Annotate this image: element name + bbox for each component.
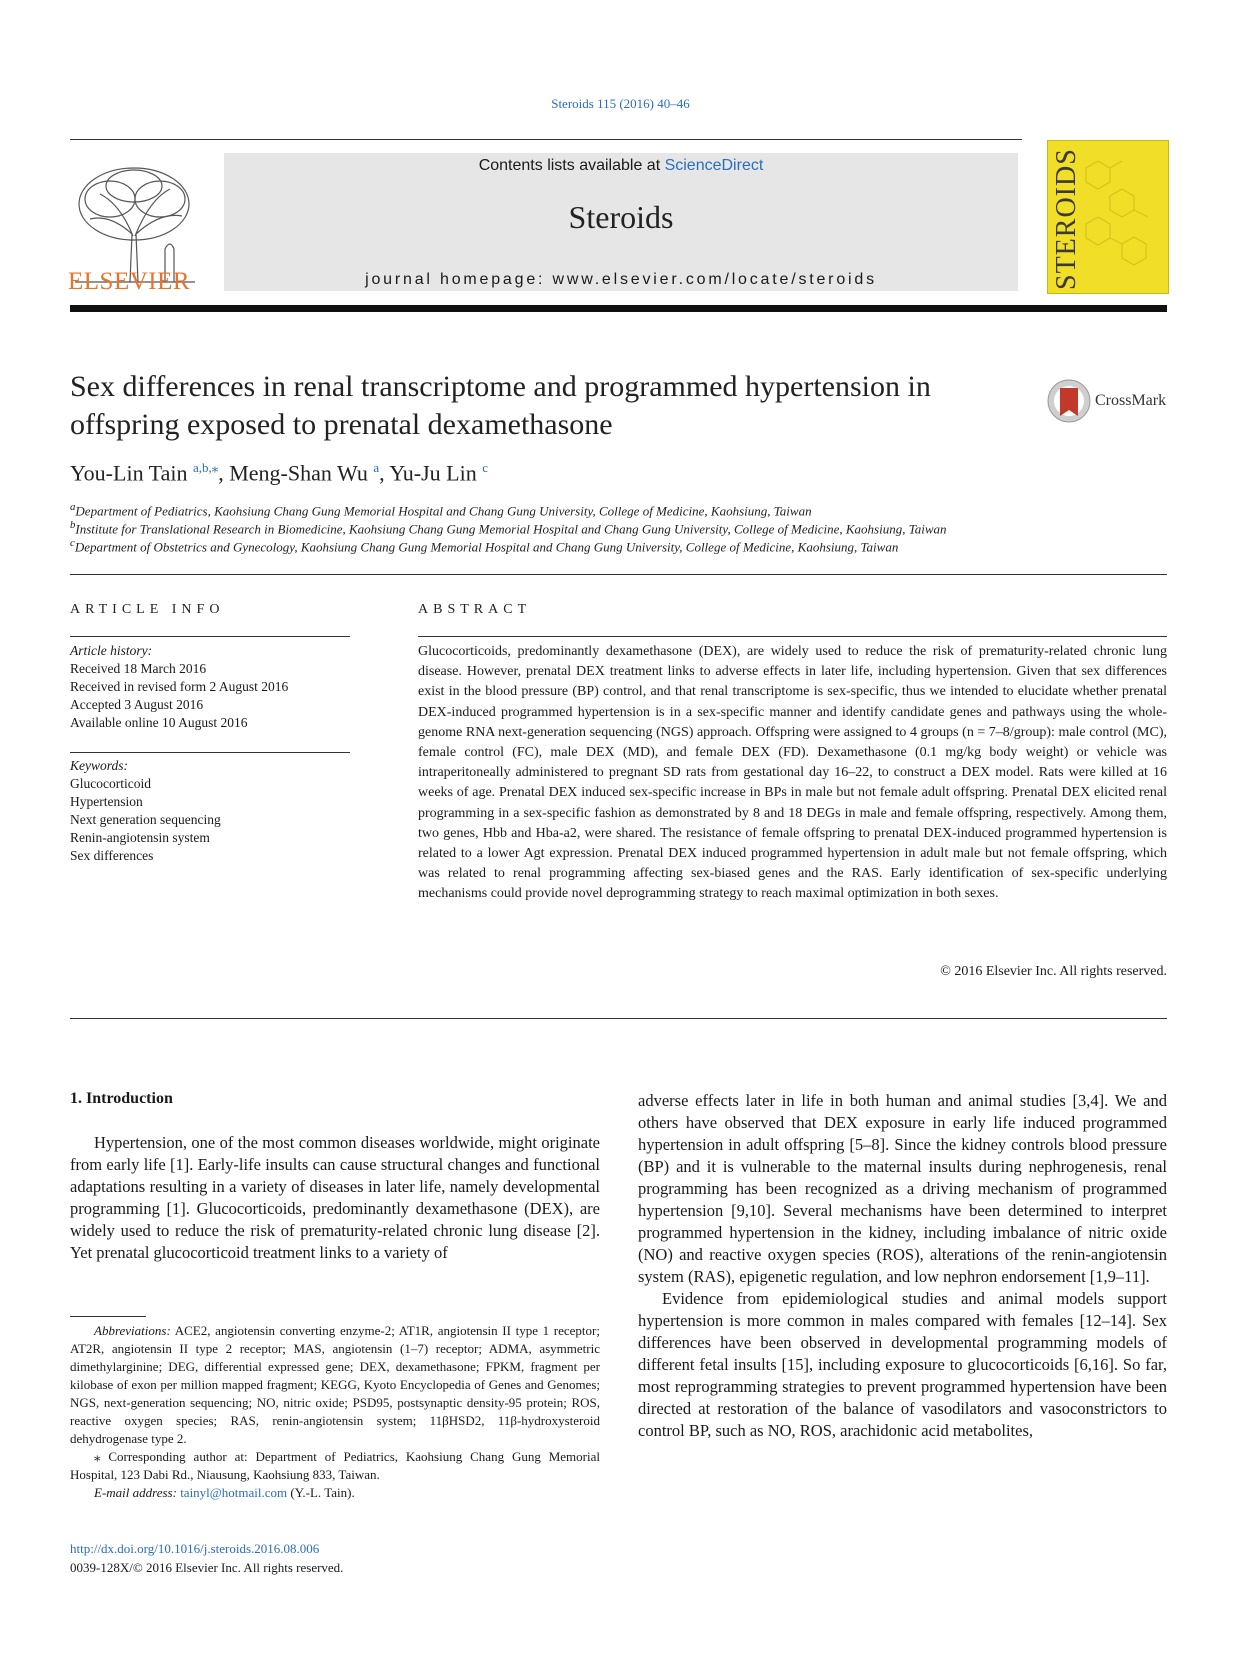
author-name: Meng-Shan Wu	[229, 460, 368, 486]
journal-banner	[224, 153, 1018, 291]
footnotes	[70, 1322, 600, 1502]
abstract-text: Glucocorticoids, predominantly dexamethasone (DEX), are widely used to reduce the risk of prematurity-related chronic lung disease. However, prenatal DEX treatment links to adverse effects in later life, including hypertension. Given that sex differences exist in the blood pressure (BP) control, and that renal transcriptome is sex-specific, thus we intended to elucidate whether prenatal DEX-induced programmed hypertension is in a sex-specific manner and identify candidate genes and pathways using the whole-genome RNA next-generation sequencing (NGS) approach. Offspring were assigned to 4 groups (n = 7–8/group): male control (MC), female control (FC), male DEX (MD), and female DEX (FD). Dexamethasone (0.1 mg/kg body weight) or vehicle was intraperitoneally administered to pregnant SD rats from gestational day 16–22, to construct a DEX model. Rats were killed at 16 weeks of age. Prenatal DEX induced sex-specific increase in BPs in male but not female adult offspring. Prenatal DEX elicited renal programming in a sex-specific fashion as demonstrated by 8 and 18 DEGs in male and female offspring, respectively. Among them, two genes, Hbb and Hba-a2, were shared. The resistance of female offspring to prenatal DEX-induced programmed hypertension is related to a lower Agt expression. Prenatal DEX induced programmed hypertension in adult male but not female offspring, which was related to renal programming affecting sex-biased genes and the RAS. Early identification of sex-specific underlying mechanisms could provide novel deprogramming strategy to reach maximal optimization in both sexes.	[418, 644, 1167, 902]
affiliation-text: Institute for Translational Research in Biomedicine, Kaohsiung Chang Gung Memorial Hospital and Chang Gung University, College of Medicine, Kaohsiung, Taiwan	[75, 521, 947, 537]
keyword: Renin-angiotensin system	[70, 830, 210, 845]
issn-line: 0039-128X/© 2016 Elsevier Inc. All rights reserved.	[70, 1560, 344, 1575]
doi-link[interactable]: http://dx.doi.org/10.1016/j.steroids.2016.08.006	[70, 1541, 320, 1556]
email-suffix: (Y.-L. Tain).	[287, 1485, 355, 1500]
affiliation-mark: b	[70, 519, 76, 531]
keyword: Sex differences	[70, 848, 154, 863]
body-paragraph: Hypertension, one of the most common diseases worldwide, might originate from early life [1]. Early-life insults can cause structural changes and functional adaptations resulting in a variety of diseases in later life, namely developmental programming [1]. Glucocorticoids, predominantly dexamethasone (DEX), are widely used to reduce the risk of prematurity-related chronic lung disease [2]. Yet prenatal glucocorticoid treatment links to a variety of	[70, 1133, 600, 1262]
history-item: Received in revised form 2 August 2016	[70, 679, 289, 694]
elsevier-wordmark: ELSEVIER	[68, 268, 191, 295]
abstract-heading: ABSTRACT	[418, 602, 532, 617]
top-rule	[70, 139, 1022, 140]
keywords-rule	[70, 752, 350, 753]
keywords	[70, 757, 350, 865]
abstract-rule	[418, 636, 1167, 637]
abbreviations-text: ACE2, angiotensin converting enzyme-2; AT1R, angiotensin II type 1 receptor; AT2R, angiotensin II type 2 receptor; MAS, angiotensin (1–7) receptor; ADMA, asymmetric dimethylarginine; DEG, differential expressed gene; DEX, dexamethasone; FPKM, fragment per kilobase of exon per million mapped fragment; KEGG, Kyoto Encyclopedia of Genes and Genomes; NGS, next-generation sequencing; NO, nitric oxide; PSD95, postsynaptic density-95 protein; ROS, reactive oxygen species; RAS, renin-angiotensin system; 11βHSD2, 11β-hydroxysteroid dehydrogenase type 2.	[70, 1323, 600, 1446]
article-info-heading: ARTICLE INFO	[70, 602, 225, 617]
body-paragraph: adverse effects later in life in both human and animal studies [3,4]. We and others have observed that DEX exposure in early life induced programmed hypertension in adult offspring [5–8]. Since the kidney controls blood pressure (BP) and it is vulnerable to the maternal insults during nephrogenesis, renal programming has been recognized as a driving mechanism of programmed hypertension [9,10]. Several mechanisms have been determined to interpret programmed hypertension in the kidney, including imbalance of nitric oxide (NO) and reactive oxygen species (ROS), alterations of the renin-angiotensin system (RAS), epigenetic regulation, and low nephron endorsement [1,9–11].	[638, 1091, 1167, 1286]
corresponding-author-footnote: ⁎ Corresponding author at: Department of Pediatrics, Kaohsiung Chang Gung Memorial Hospital, 123 Dabi Rd., Niausung, Kaohsiung 833, Taiwan.	[70, 1449, 600, 1482]
contents-prefix: Contents lists available at	[478, 157, 665, 174]
author-affiliation-marks[interactable]: c	[482, 460, 489, 475]
email-footnote	[70, 1484, 600, 1502]
crossmark-icon[interactable]	[1046, 378, 1092, 424]
title-divider	[70, 574, 1167, 575]
author-name: Yu-Ju Lin	[389, 460, 477, 486]
affiliation	[70, 501, 812, 519]
article-history	[70, 642, 350, 732]
author-affiliation-marks[interactable]: a	[373, 460, 380, 475]
section-heading-introduction: 1. Introduction	[70, 1090, 173, 1107]
author-name: You-Lin Tain	[70, 460, 188, 486]
history-item: Available online 10 August 2016	[70, 715, 248, 730]
contents-line	[224, 157, 1018, 175]
cover-wordmark: STEROIDS	[1051, 148, 1082, 290]
keyword: Glucocorticoid	[70, 776, 151, 791]
footnote-rule	[70, 1316, 146, 1317]
journal-citation[interactable]: Steroids 115 (2016) 40–46	[551, 96, 690, 111]
author-separator: ,	[379, 460, 390, 486]
article-title: Sex differences in renal transcriptome and programmed hypertension in offspring exposed to prenatal dexamethasone	[70, 370, 931, 441]
affiliation	[70, 537, 898, 555]
sciencedirect-link[interactable]: ScienceDirect	[664, 157, 764, 174]
affiliation-text: Department of Pediatrics, Kaohsiung Chang Gung Memorial Hospital and Chang Gung University, College of Medicine, Kaohsiung, Taiwan	[75, 503, 812, 519]
journal-homepage-line[interactable]: journal homepage: www.elsevier.com/locate/steroids	[365, 271, 877, 288]
history-label: Article history:	[70, 643, 153, 658]
author-list	[70, 460, 488, 486]
article-info-rule	[70, 636, 350, 637]
keyword: Hypertension	[70, 794, 143, 809]
crossmark-label[interactable]: CrossMark	[1095, 392, 1167, 409]
body-right-column	[638, 1090, 1167, 1442]
author-affiliation-marks[interactable]: a,b,⁎	[192, 460, 219, 475]
affiliation-mark: c	[70, 537, 75, 549]
body-paragraph: Evidence from epidemiological studies and animal models support hypertension is more common in males compared with females [12–14]. Sex differences have been observed in developmental programming models of different fetal insults [15], including exposure to glucocorticoids [6,16]. So far, most reprogramming strategies to prevent programmed hypertension have been directed at restoration of the balance of vasodilators and vasoconstrictors to control BP, such as NO, ROS, arachidonic acid metabolites,	[638, 1289, 1167, 1440]
body-left-column	[70, 1132, 600, 1264]
affiliation	[70, 519, 947, 537]
history-item: Received 18 March 2016	[70, 661, 207, 676]
email-link[interactable]: tainyl@hotmail.com	[180, 1485, 288, 1500]
affiliation-mark: a	[70, 501, 76, 513]
author-separator: ,	[218, 460, 230, 486]
history-item: Accepted 3 August 2016	[70, 697, 204, 712]
journal-name: Steroids	[568, 199, 674, 235]
abbreviations-footnote	[70, 1322, 600, 1448]
abstract-divider	[70, 1018, 1167, 1019]
email-label: E-mail address:	[94, 1485, 177, 1500]
header-divider	[70, 305, 1167, 312]
affiliation-text: Department of Obstetrics and Gynecology, Kaohsiung Chang Gung Memorial Hospital and Chang Gung University, College of Medicine, Kaohsiung, Taiwan	[74, 539, 899, 555]
abstract-copyright: © 2016 Elsevier Inc. All rights reserved.	[940, 964, 1167, 979]
abbreviations-label: Abbreviations:	[94, 1323, 171, 1338]
keyword: Next generation sequencing	[70, 812, 221, 827]
keywords-label: Keywords:	[70, 758, 128, 773]
